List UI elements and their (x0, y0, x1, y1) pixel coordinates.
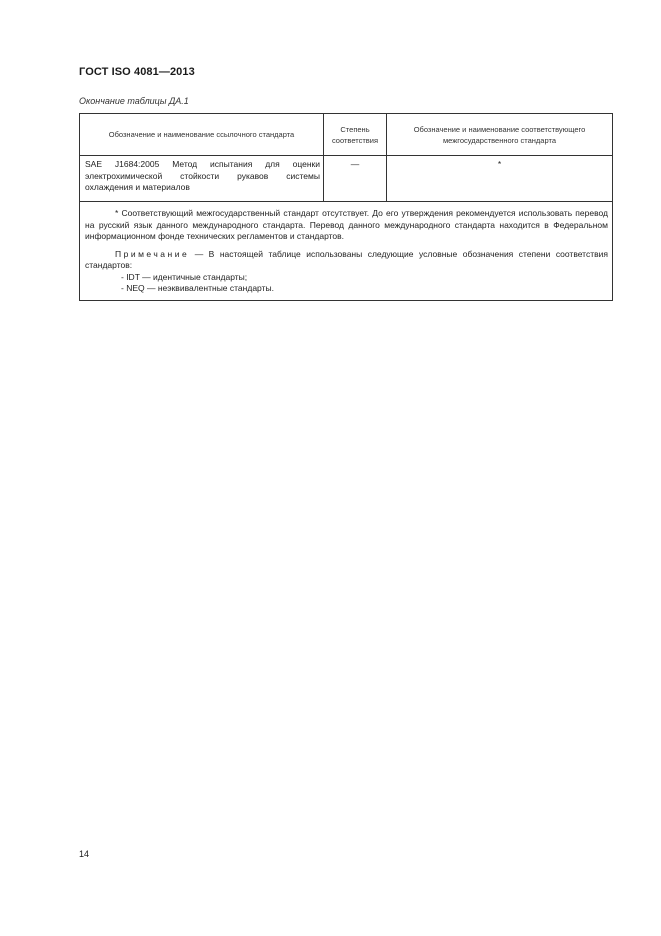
table-footnote (85, 208, 608, 295)
list-item: - NEQ — неэквивалентные стандарты. (121, 283, 274, 293)
column-header-label: Степень соответствия (331, 124, 379, 145)
row-divider (80, 201, 612, 202)
column-header-reference-standard (80, 114, 323, 155)
table-cell-interstate-standard: * (497, 159, 502, 169)
note-label: Примечание (115, 248, 190, 259)
list-item: - IDT — идентичные стандарты; (121, 271, 248, 282)
table-caption: Окончание таблицы ДА.1 (79, 96, 189, 106)
note-text: — В настоящей таблице использованы следующие условные обозначения степени соответствия стандартов: (85, 248, 608, 270)
column-header-interstate-standard (387, 114, 612, 155)
note-paragraph (85, 249, 608, 272)
asterisk-note: * Соответствующий межгосударственный стандарт отсутствует. До его утверждения рекомендуется использовать перевод на русский язык данного международного стандарта. Перевод данного международного стандарта находится в Федеральном информационном фонде технических регламентов и стандартов. (85, 208, 608, 241)
reference-standards-table (79, 113, 613, 301)
column-header-label: Обозначение и наименование соответствующего межгосударственного стандарта (413, 124, 586, 145)
column-header-conformity (324, 114, 386, 155)
header-divider (80, 155, 612, 156)
table-cell-conformity: — (350, 159, 360, 169)
page-number: 14 (79, 849, 90, 859)
column-header-label: Обозначение и наименование ссылочного стандарта (108, 130, 295, 139)
document-header: ГОСТ ISO 4081—2013 (79, 66, 195, 78)
table-cell-reference-standard: SAE J1684:2005 Метод испытания для оценки электрохимической стойкости рукавов системы охлаждения и материалов (85, 159, 320, 192)
